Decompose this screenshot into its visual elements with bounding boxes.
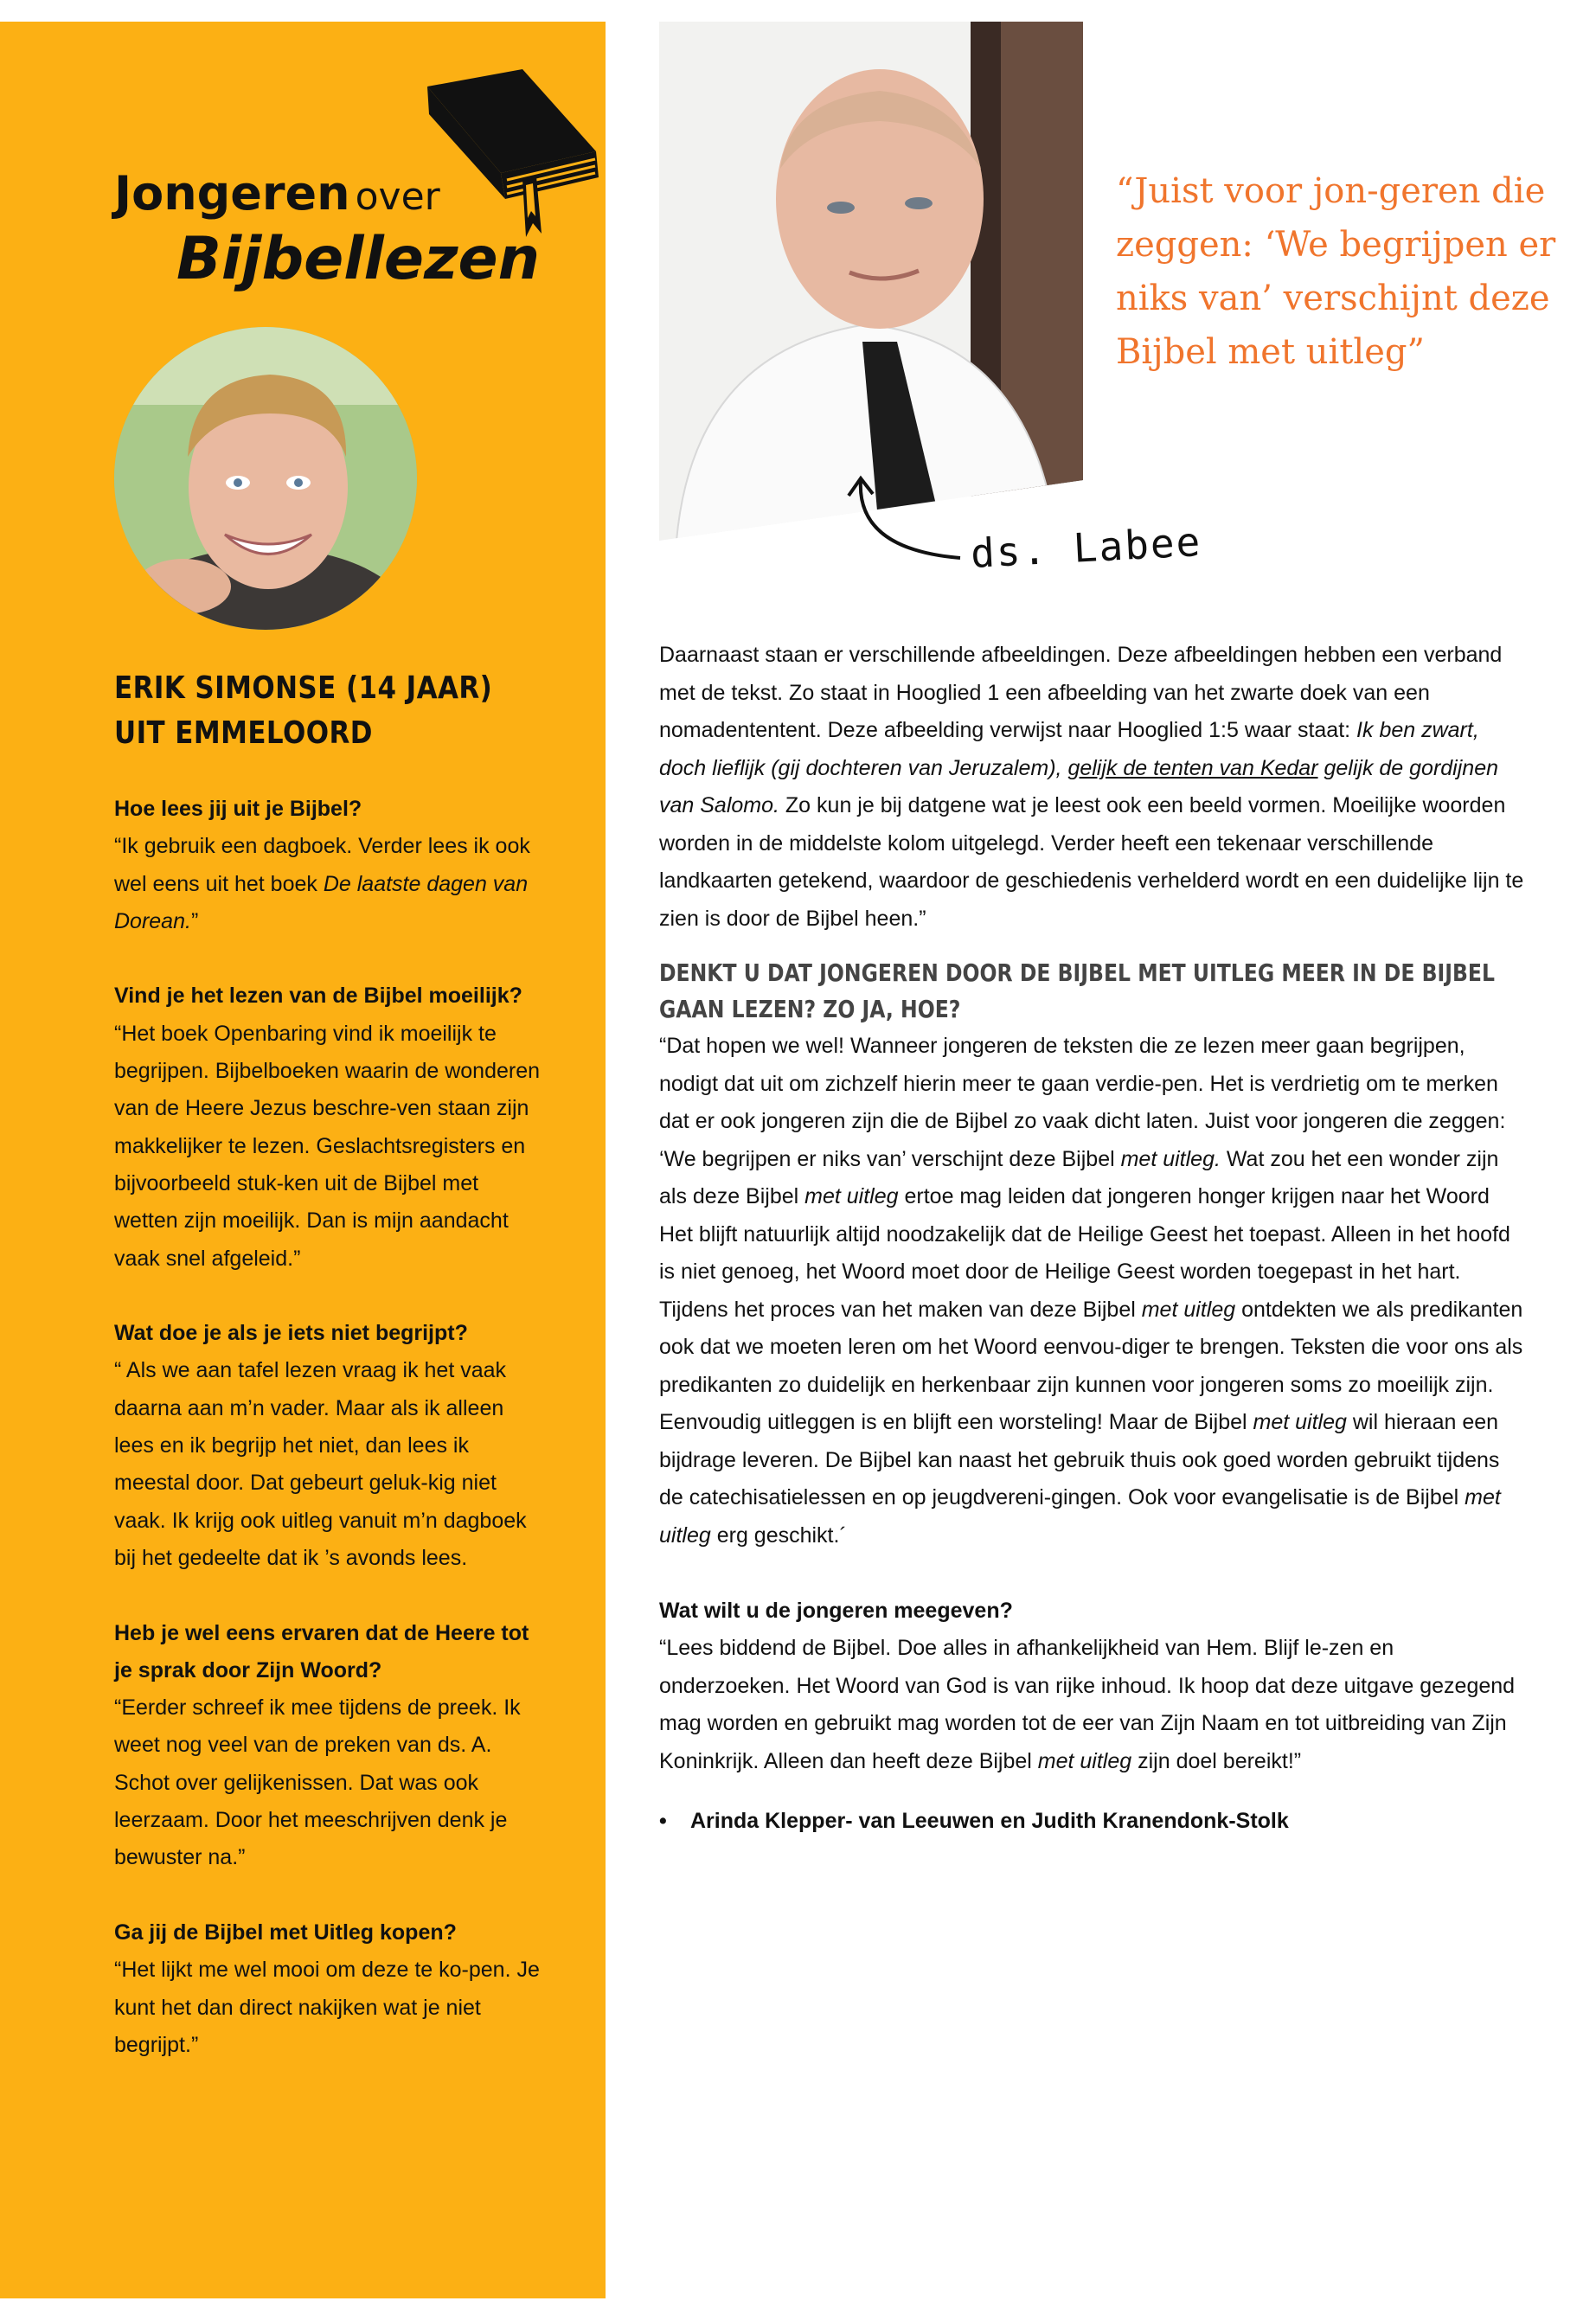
question: Wat doe je als je iets niet begrijpt? [114, 1321, 468, 1346]
answer: “Eerder schreef ik mee tijdens de preek. Ik weet nog veel van de preken van ds. A. Schot over gelijkenissen. Dat was ook leerzaam. Door het meeschrijven denk je bewuster na.” [114, 1695, 521, 1870]
avatar-photo [114, 327, 417, 630]
qa-block [114, 1914, 547, 2064]
pull-quote: “Juist voor jon-geren die zeggen: ‘We begrijpen er niks van’ verschijnt deze Bijbel met uitleg” [1116, 171, 1556, 372]
qa-block [114, 1615, 547, 1877]
signature-ds-labee: ds. Labee [969, 518, 1203, 577]
answer: “ Als we aan tafel lezen vraag ik het vaak daarna aan m’n vader. Maar als ik alleen lees en ik begrijp het niet, dan lees ik meestal door. Dat gebeurt geluk-kig niet vaak. Ik krijg ook uitleg vanuit m’n dagboek bij het gedeelte dat ik ’s avonds lees. [114, 1358, 527, 1570]
main-interview-column [659, 637, 1524, 1841]
interviewee-heading: ERIK SIMONSE (14 JAAR) UIT EMMELOORD [114, 670, 493, 751]
question: Hoe lees jij uit je Bijbel? [114, 797, 362, 821]
paragraph: Daarnaast staan er verschillende afbeeldingen. Deze afbeeldingen hebben een verband met de tekst. Zo staat in Hooglied 1 een afbeelding van het zwarte doek van een nomadententent. Deze afbeelding verwijst naar Hooglied 1:5 waar staat: Ik ben zwart, doch lieflijk (gij dochteren van Jeruzalem), gelijk de tenten van Kedar gelijk de gordijnen van Salomo. Zo kun je bij datgene wat je leest ook een beeld vormen. Moeilijke woorden worden in de middelste kolom uitgelegd. Verder heeft een tekenaar verschillende landkaarten getekend, waardoor de geschiedenis verhelderd wordt en een duidelijke lijn te zien is door de Bijbel heen.” [659, 643, 1524, 931]
answer: “Het lijkt me wel mooi om deze te ko-pen. Je kunt het dan direct nakijken wat je niet begrijpt.” [114, 1958, 540, 2057]
qa-block [114, 1315, 547, 1577]
logo-word-over: over [355, 175, 440, 219]
paragraph: Het blijft natuurlijk altijd noodzakelijk dat de Heilige Geest het toepast. Alleen in het hoofd is niet genoeg, het Woord moet door de Heilige Geest worden toegepast in het hart. [659, 1221, 1510, 1284]
answer: “Het boek Openbaring vind ik moeilijk te begrijpen. Bijbelboeken waarin de wonderen van de Heere Jezus beschre-ven staan zijn makkelijker te lezen. Geslachtsregisters en bijvoorbeeld stuk-ken uit de Bijbel met wetten zijn moeilijk. Dan is mijn aandacht vaak snel afgeleid.” [114, 1021, 541, 1271]
logo-word-bijbellezen: Bijbellezen [176, 225, 541, 293]
question: Ga jij de Bijbel met Uitleg kopen? [114, 1920, 457, 1945]
left-interview-column [114, 791, 547, 2101]
paragraph: “Lees biddend de Bijbel. Doe alles in afhankelijkheid van Hem. Blijf le-zen en onderzoeken. Het Woord van God is van rijke inhoud. Ik hoop dat deze uitgave gezegend mag worden en gebruikt mag worden tot de eer van Zijn Naam en tot uitbreiding van Zijn Koninkrijk. Alleen dan heeft deze Bijbel met uitleg zijn doel bereikt!” [659, 1636, 1516, 1773]
book-icon [393, 69, 600, 251]
avatar-erik [114, 327, 417, 630]
bullet-icon: • [659, 1809, 667, 1833]
qa-block [114, 977, 547, 1277]
curved-arrow-icon [843, 471, 965, 575]
portrait-ds-labee [659, 22, 1083, 541]
question: Heb je wel eens ervaren dat de Heere tot je sprak door Zijn Woord? [114, 1620, 529, 1682]
logo-word-jongeren: Jongeren [114, 166, 350, 221]
paragraph: Tijdens het proces van het maken van deze Bijbel met uitleg ontdekten we als predikanten ook dat we moeten leren om het Woord eenvou-diger te brengen. Teksten die voor ons als predikanten zo duidelijk en herkenbaar zijn kunnen voor jongeren soms zo moeilijk zijn. Eenvoudig uitleggen is en blijft een worsteling! Maar de Bijbel met uitleg wil hieraan een bijdrage leveren. De Bijbel kan naast het gebruik thuis ook goed worden gebruikt tijdens de catechisatielessen en op jeugdvereni-gingen. Ook voor evangelisatie is de Bijbel met uitleg erg geschikt.´ [659, 1297, 1523, 1548]
book-title: De laatste dagen van Dorean. [114, 871, 529, 933]
logo [114, 69, 599, 294]
question: Vind je het lezen van de Bijbel moeilijk? [114, 984, 522, 1009]
credits-text: Arinda Klepper- van Leeuwen en Judith Kranendonk-Stolk [690, 1809, 1289, 1833]
portrait-photo [659, 22, 1083, 541]
paragraph: “Dat hopen we wel! Wanneer jongeren de teksten die ze lezen meer gaan begrijpen, nodigt dat uit om zichzelf hierin meer te gaan verdie-pen. Het is verdrietig om te merken dat er ook jongeren zijn die de Bijbel zo vaak dicht laten. Juist voor jongeren die zeggen: ‘We begrijpen er niks van’ verschijnt deze Bijbel met uitleg. Wat zou het een wonder zijn als deze Bijbel met uitleg ertoe mag leiden dat jongeren honger krijgen naar het Woord [659, 1034, 1506, 1208]
author-credits [659, 1803, 1524, 1841]
question: Wat wilt u de jongeren meegeven? [659, 1598, 1013, 1623]
underlined-phrase: gelijk de tenten van Kedar [1067, 755, 1318, 780]
qa-block: Hoe lees jij uit je Bijbel? “Ik gebruik een dagboek. Verder lees ik ook wel eens uit het boek De laatste dagen van Dorean.” [114, 791, 547, 940]
section-heading: DENKT U DAT JONGEREN DOOR DE BIJBEL MET UITLEG MEER IN DE BIJBEL GAAN LEZEN? ZO JA, HOE? [659, 958, 1495, 1023]
answer: “Ik gebruik een dagboek. Verder lees ik ook wel eens uit het boek [114, 834, 530, 896]
